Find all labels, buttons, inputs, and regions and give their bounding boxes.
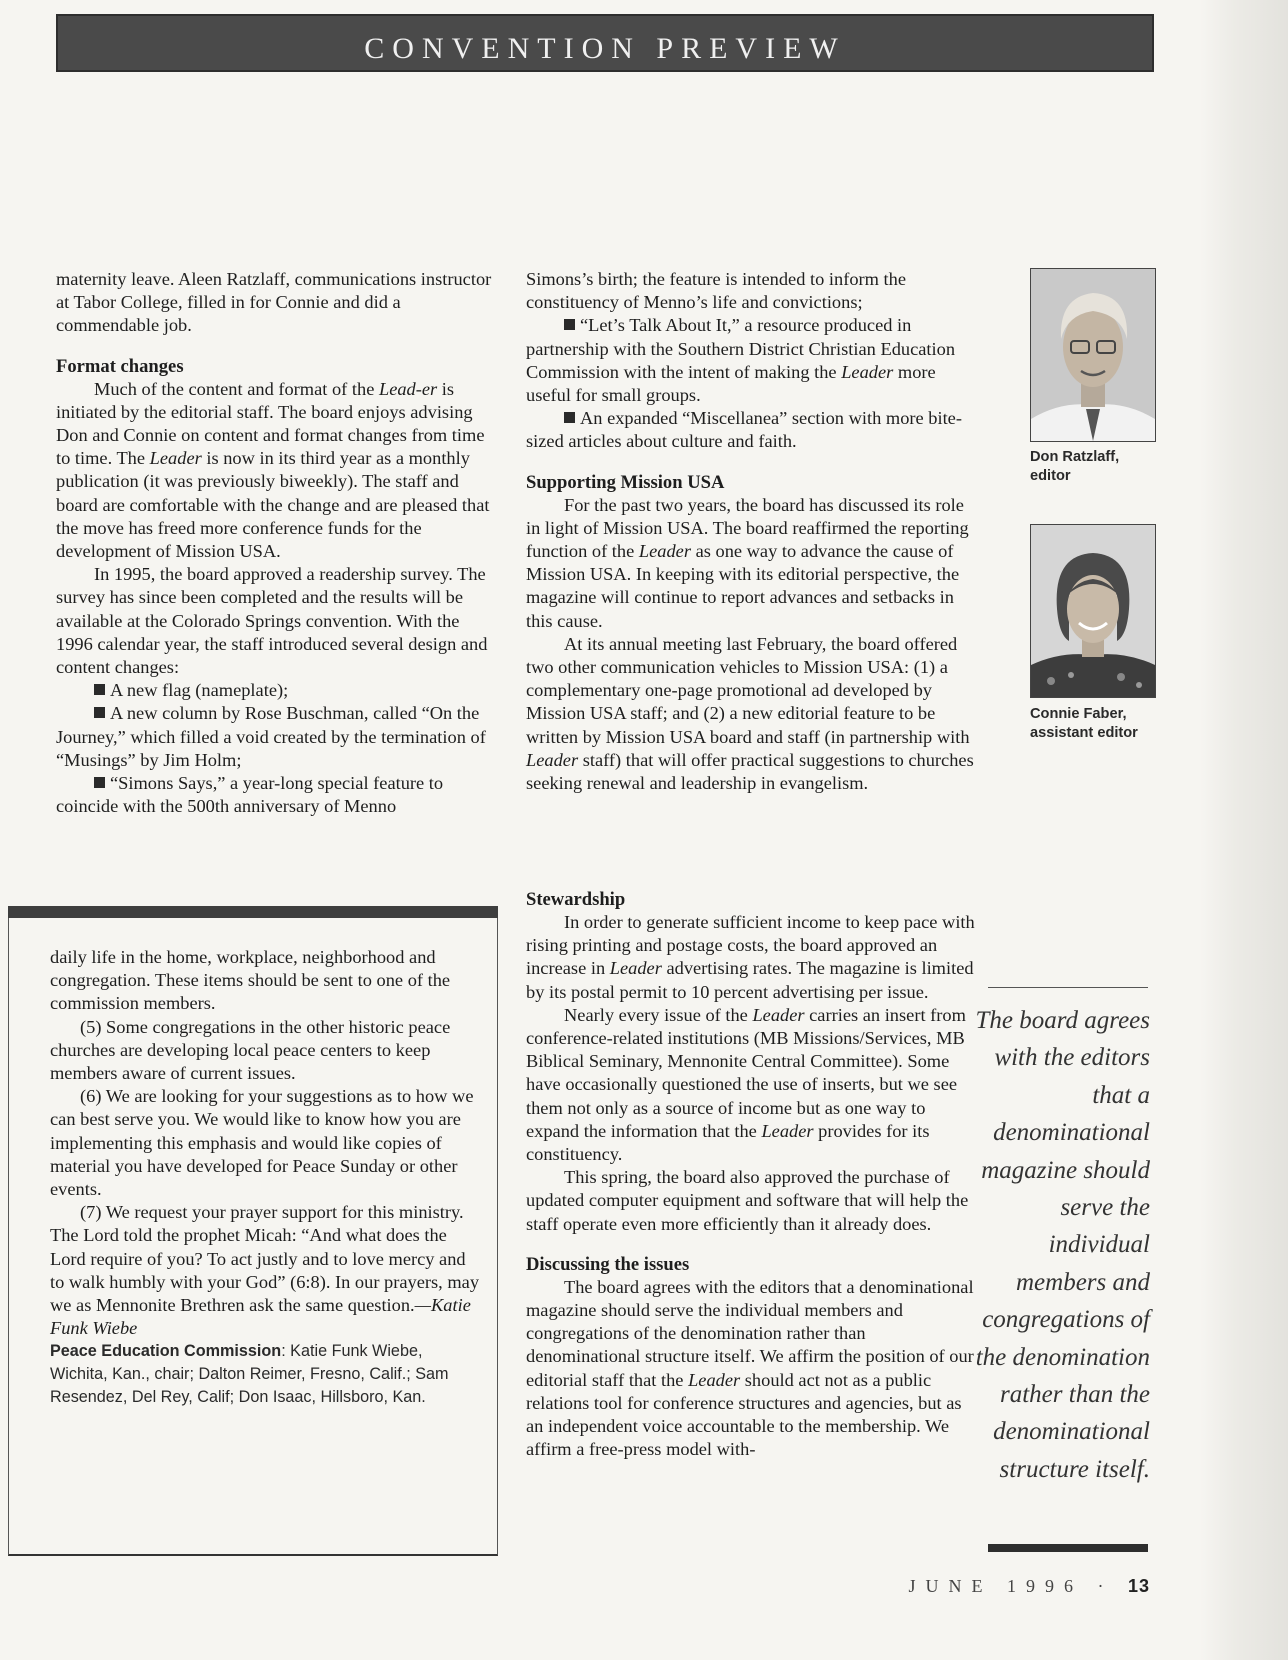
subhead-stewardship: Stewardship	[526, 889, 626, 910]
sidebar-text	[50, 946, 484, 1409]
pullquote-top-rule	[988, 987, 1148, 988]
paragraph: In 1995, the board approved a readership survey. The survey has since been completed and the results will be available at the Colorado Springs convention. With the 1996 calendar year, the staff introduced several design and content changes:	[56, 564, 488, 678]
paragraph: At its annual meeting last February, the board offered two other communication vehicles to Mission USA: (1) a complementary one-page promotional ad developed by Mission USA staff; and (2) a new editorial feature to be written by Mission USA board and staff (in partnership with Leader staff) that will offer practical suggestions to churches seeking renewal and leadership in evangelism.	[526, 633, 974, 794]
bullet-square-icon	[564, 319, 575, 330]
photo-caption-connie-faber: Connie Faber, assistant editor	[1030, 706, 1138, 741]
paragraph: Simons’s birth; the feature is intended to inform the constituency of Menno’s life and convictions;	[526, 269, 907, 313]
paragraph: Much of the content and format of the Lead-er is initiated by the editorial staff. The board enjoys advising Don and Connie on content and format changes from time to time. The Leader is now in its third year as a monthly publication (it was previously biweekly). The staff and board are comfortable with the change and are pleased that the move has freed more conference funds for the development of Mission USA.	[56, 378, 490, 562]
page-number: 13	[1127, 1576, 1150, 1596]
paragraph: maternity leave. Aleen Ratzlaff, communications instructor at Tabor College, filled in for Connie and did a commendable job.	[56, 269, 492, 336]
paragraph: The board agrees with the editors that a denominational magazine should serve the individual members and congregations of the denomination rather than denominational structure itself. We affirm the position of our editorial staff that the Leader should act not as a public relations tool for conference structures and agencies, but as an independent voice accountable to the membership. We affirm a free-press model with-	[526, 1276, 974, 1460]
bullet-square-icon	[94, 777, 105, 788]
subhead-discussing-the-issues: Discussing the issues	[526, 1253, 690, 1275]
section-header	[56, 14, 1154, 72]
bullet-item: A new flag (nameplate);	[56, 679, 500, 702]
portrait-photo-don-ratzlaff	[1030, 268, 1156, 442]
paragraph: For the past two years, the board has discussed its role in light of Mission USA. The board reaffirmed the reporting function of the Leader as one way to advance the cause of Mission USA. In keeping with its editorial perspective, the magazine will continue to report advances and setbacks in this cause.	[526, 494, 969, 631]
paragraph: (6) We are looking for your suggestions as to how we can best serve you. We would like to know how you are implementing this emphasis and would like copies of material you have developed for Peace Sunday or other events.	[50, 1086, 474, 1200]
article-column-1	[56, 268, 500, 818]
pullquote-bottom-rule	[988, 1544, 1148, 1552]
article-column-2-continued	[526, 888, 976, 1461]
portrait-woman-image	[1031, 525, 1155, 697]
paragraph: In order to generate sufficient income to keep pace with rising printing and postage costs, the board approved an increase in Leader advertising rates. The magazine is limited by its postal permit to 10 percent advertising per issue.	[526, 912, 975, 1002]
section-title: CONVENTION PREVIEW	[364, 32, 846, 65]
paragraph: daily life in the home, workplace, neighborhood and congregation. These items should be sent to one of the commission members.	[50, 947, 451, 1014]
commission-credits: Peace Education Commission: Katie Funk Wiebe, Wichita, Kan., chair; Dalton Reimer, Fresno, Calif.; Sam Resendez, Del Rey, Calif; Don Isaac, Hillsboro, Kan.	[50, 1342, 449, 1407]
bullet-item: A new column by Rose Buschman, called “On the Journey,” which filled a void created by the termination of “Musings” by Jim Holm;	[56, 703, 486, 770]
paragraph: (7) We request your prayer support for this ministry. The Lord told the prophet Micah: “And what does the Lord require of you? To act justly and to love mercy and to walk humbly with your God” (6:8). In our prayers, may we as Mennonite Brethren ask the same question.—Katie Funk Wiebe	[50, 1202, 480, 1339]
subhead-supporting-mission-usa: Supporting Mission USA	[526, 471, 725, 493]
photo-caption-don-ratzlaff: Don Ratzlaff, editor	[1030, 449, 1120, 484]
bullet-square-icon	[564, 412, 575, 423]
paragraph: This spring, the board also approved the purchase of updated computer equipment and software that will help the staff operate even more efficiently than it already does.	[526, 1167, 969, 1234]
subhead-format-changes: Format changes	[56, 355, 184, 377]
sidebar-top-bar	[8, 906, 498, 918]
bullet-square-icon	[94, 707, 105, 718]
portrait-photo-connie-faber	[1030, 524, 1156, 698]
portrait-man-image	[1031, 269, 1155, 441]
signature: —Katie Funk Wiebe	[50, 1295, 471, 1339]
article-column-2	[526, 268, 976, 795]
bullet-item: “Let’s Talk About It,” a resource produced in partnership with the Southern District Christian Education Commission with the intent of making the Leader more useful for small groups.	[526, 315, 956, 406]
paragraph: (5) Some congregations in the other historic peace churches are developing local peace centers to keep members aware of current issues.	[50, 1016, 451, 1084]
bullet-item: “Simons Says,” a year-long special feature to coincide with the 500th anniversary of Menno	[56, 773, 444, 817]
pullquote: The board agrees with the editors that a denominational magazine should serve the individual members and congregations of the denomination rather than the denominational structure itself.	[975, 1007, 1150, 1483]
page-spine-shadow	[1200, 0, 1288, 1660]
issue-date: JUNE 1996	[908, 1576, 1083, 1596]
paragraph: Nearly every issue of the Leader carries an insert from conference-related institutions (MB Missions/Services, MB Biblical Seminary, Mennonite Central Committee). Some have occasionally questioned the use of inserts, but we see them not only as a source of income but as one way to expand the information that the Leader provides for its constituency.	[526, 1004, 966, 1165]
bullet-item: An expanded “Miscellanea” section with more bite-sized articles about culture and faith.	[526, 408, 962, 452]
footer-separator: ·	[1097, 1576, 1114, 1596]
bullet-square-icon	[94, 684, 105, 695]
page-footer	[872, 1576, 1150, 1597]
